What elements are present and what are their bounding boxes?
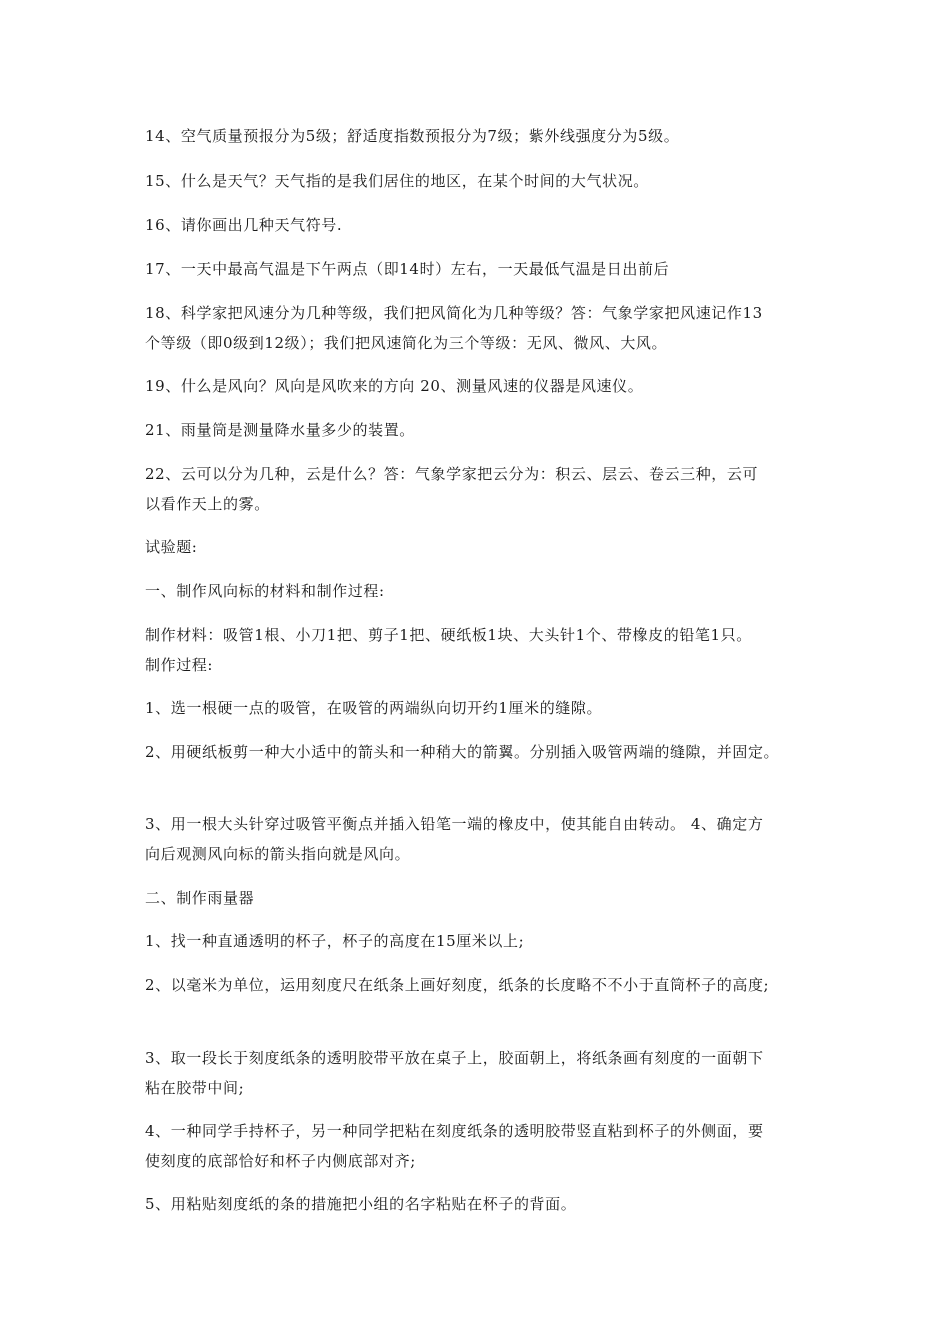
text-line: 向后观测风向标的箭头指向就是风向。 xyxy=(145,845,411,863)
paragraph-16 xyxy=(145,210,825,240)
rain-step-4 xyxy=(145,1116,825,1176)
text-line: 使刻度的底部恰好和杯子内侧底部对齐; xyxy=(145,1152,416,1170)
text-line: 以看作天上的雾。 xyxy=(145,495,270,513)
paragraph-17 xyxy=(145,254,825,284)
paragraph-14 xyxy=(145,121,825,151)
heading-wind-vane xyxy=(145,576,825,606)
rain-step-2 xyxy=(145,970,825,1000)
text-line: 试验题: xyxy=(145,538,198,556)
text-line: 19、什么是风向？风向是风吹来的方向 20、测量风速的仪器是风速仪。 xyxy=(145,377,644,395)
section-heading-experiments xyxy=(145,532,825,562)
text-line: 14、空气质量预报分为5级；舒适度指数预报分为7级；紫外线强度分为5级。 xyxy=(145,127,680,145)
paragraph-21 xyxy=(145,415,825,445)
step-1 xyxy=(145,693,825,723)
text-line: 15、什么是天气？天气指的是我们居住的地区，在某个时间的大气状况。 xyxy=(145,172,649,190)
text-line: 16、请你画出几种天气符号. xyxy=(145,216,343,234)
text-line: 4、一种同学手持杯子，另一种同学把粘在刻度纸条的透明胶带竖直粘到杯子的外侧面，要 xyxy=(145,1122,764,1140)
text-line: 17、一天中最高气温是下午两点（即14时）左右，一天最低气温是日出前后 xyxy=(145,260,670,278)
text-line: 制作材料：吸管1根、小刀1把、剪子1把、硬纸板1块、大头针1个、带橡皮的铅笔1只。 xyxy=(145,626,752,644)
paragraph-22 xyxy=(145,459,825,519)
text-line: 1、找一种直通透明的杯子，杯子的高度在15厘米以上; xyxy=(145,932,525,950)
text-line: 5、用粘贴刻度纸的条的措施把小组的名字粘贴在杯子的背面。 xyxy=(145,1195,577,1213)
text-line: 粘在胶带中间; xyxy=(145,1079,245,1097)
text-line: 个等级（即0级到12级）；我们把风速简化为三个等级：无风、微风、大风。 xyxy=(145,334,668,352)
paragraph-materials xyxy=(145,620,825,680)
heading-rain-gauge xyxy=(145,883,825,913)
text-line: 2、用硬纸板剪一种大小适中的箭头和一种稍大的箭翼。分别插入吸管两端的缝隙，并固定。 xyxy=(145,743,780,761)
text-line: 2、以毫米为单位，运用刻度尺在纸条上画好刻度，纸条的长度略不不小于直筒杯子的高度; xyxy=(145,976,770,994)
paragraph-19-20 xyxy=(145,371,825,401)
text-line: 22、云可以分为几种，云是什么？答：气象学家把云分为：积云、层云、卷云三种，云可 xyxy=(145,465,759,483)
text-line: 制作过程: xyxy=(145,656,214,674)
text-line: 3、用一根大头针穿过吸管平衡点并插入铅笔一端的橡皮中，使其能自由转动。 4、确定方 xyxy=(145,815,764,833)
text-line: 3、取一段长于刻度纸条的透明胶带平放在桌子上，胶面朝上，将纸条画有刻度的一面朝下 xyxy=(145,1049,764,1067)
step-3-4 xyxy=(145,809,825,869)
text-line: 一、制作风向标的材料和制作过程: xyxy=(145,582,385,600)
paragraph-18 xyxy=(145,298,825,358)
text-line: 18、科学家把风速分为几种等级，我们把风简化为几种等级？答：气象学家把风速记作13 xyxy=(145,304,763,322)
paragraph-15 xyxy=(145,166,825,196)
rain-step-3 xyxy=(145,1043,825,1103)
rain-step-1 xyxy=(145,926,825,956)
text-line: 1、选一根硬一点的吸管，在吸管的两端纵向切开约1厘米的缝隙。 xyxy=(145,699,603,717)
text-line: 二、制作雨量器 xyxy=(145,889,255,907)
rain-step-5 xyxy=(145,1189,825,1219)
text-line: 21、雨量筒是测量降水量多少的装置。 xyxy=(145,421,415,439)
step-2 xyxy=(145,737,825,767)
